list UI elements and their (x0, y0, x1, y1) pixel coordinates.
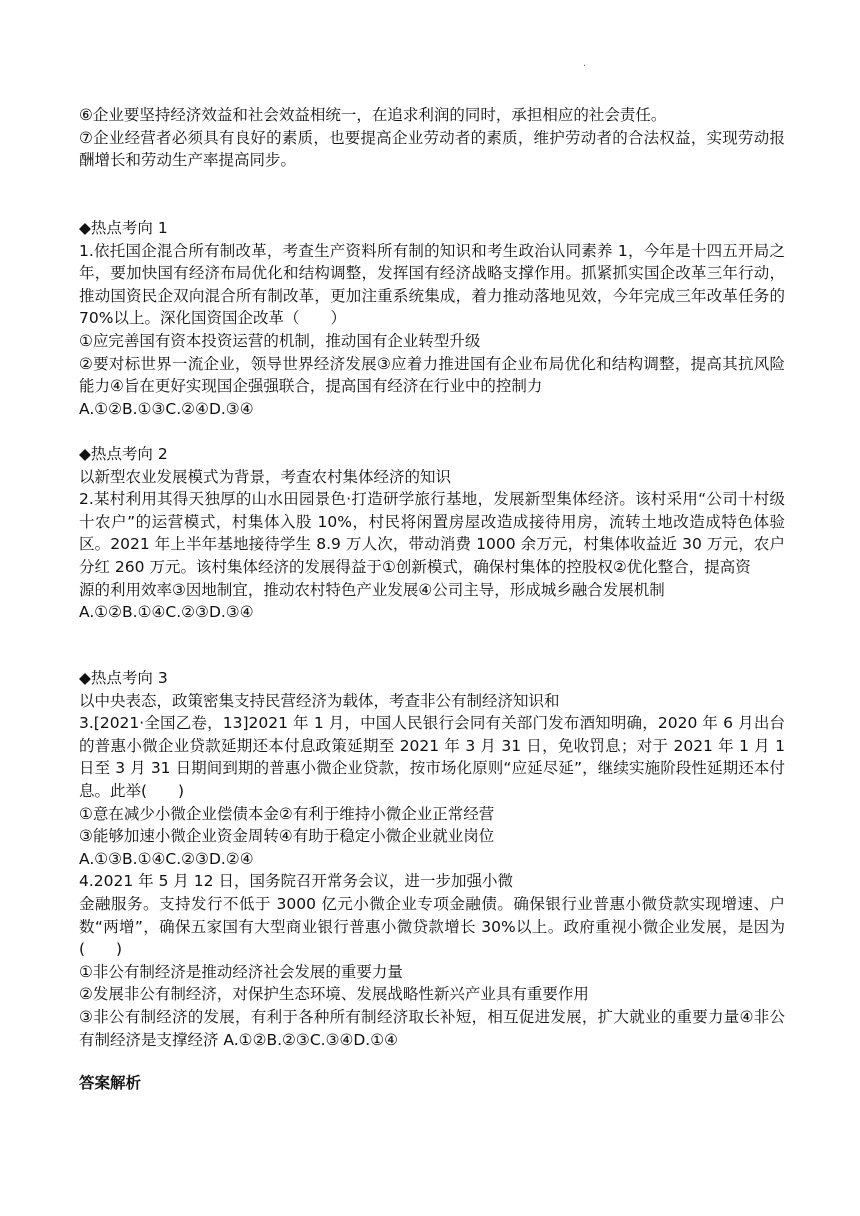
question-3-choices: A.①③B.①④C.②③D.②④ (79, 849, 254, 868)
question-2: 2.某村利用其得天独厚的山水田园景色·打造研学旅行基地，发展新型集体经济。该村采用“公司十村级十农户”的运营模式，村集体入股 10%，村民将闲置房屋改造成接待用房，流转土地改造成特色体验区。2021 年上半年基地接待学生 8.9 万人次，带动消费 1000 余万元，村集体收益近 30 万元，农户分红 260 万元。该村集体经济的发展得益于①创新模式，确保村集体的控股权②优化整合，提高资 (79, 490, 785, 576)
section-2 (79, 443, 785, 624)
question-4-option-2: ②发展非公有制经济，对保护生态环境、发展战略性新兴产业具有重要作用 (79, 985, 589, 1004)
section-2-subtitle: 以新型农业发展模式为背景，考查农村集体经济的知识 (79, 467, 452, 486)
question-4-option-1: ①非公有制经济是推动经济社会发展的重要力量 (79, 962, 403, 981)
intro-block (79, 104, 785, 172)
intro-line-7: ⑦企业经营者必须具有良好的素质，也要提高企业劳动者的素质，维护劳动者的合法权益，实现劳动报酬增长和劳动生产率提高同步。 (79, 128, 785, 170)
question-1-option-2: ②要对标世界一流企业，领导世界经济发展③应着力推进国有企业布局优化和结构调整，提高其抗风险能力④旨在更好实现国企强强联合，提高国有经济在行业中的控制力 (79, 354, 785, 396)
section-3-subtitle: 以中央表态，政策密集支持民营经济为载体，考查非公有制经济知识和 (79, 691, 560, 710)
question-4: 4.2021 年 5 月 12 日，国务院召开常务会议，进一步加强小微 (79, 872, 513, 891)
question-3-options-b: ③能够加速小微企业资金周转④有助于稳定小微企业就业岗位 (79, 827, 495, 846)
section-1-title: ◆热点考向 1 (79, 219, 168, 237)
answer-section (79, 1072, 785, 1095)
question-1-choices: A.①②B.①③C.②④D.③④ (79, 399, 254, 418)
section-3-title: ◆热点考向 3 (79, 669, 168, 687)
question-3-options-a: ①意在减少小微企业偿债本金②有利于维持小微企业正常经营 (79, 804, 495, 823)
question-4-continued: 金融服务。支持发行不低于 3000 亿元小微企业专项金融债。确保银行业普惠小微贷款实现增速、户数“两增”，确保五家国有大型商业银行普惠小微贷款增长 30%以上。政府重视小微企业发展，是因为 ( ) (79, 894, 801, 959)
question-2-choices: A.①②B.①④C.②③D.③④ (79, 603, 254, 622)
question-1: 1.依托国企混合所有制改革，考查生产资料所有制的知识和考生政治认同素养 1，今年是十四五开局之年，要加快国有经济布局优化和结构调整，发挥国有经济战略支撑作用。抓紧抓实国企改革三年行动，推动国资民企双向混合所有制改革，更加注重系统集成，着力推动落地见效，今年完成三年改革任务的 70%以上。深化国资国企改革（ ） (79, 241, 790, 328)
question-2-continued: 源的利用效率③因地制宜，推动农村特色产业发展④公司主导，形成城乡融合发展机制 (79, 580, 665, 599)
question-4-option-3: ③非公有制经济的发展，有利于各种所有制经济取长补短，相互促进发展，扩大就业的重要力量④非公有制经济是支撑经济 A.①②B.②③C.③④D.①④ (79, 1007, 785, 1049)
section-2-title: ◆热点考向 2 (79, 445, 168, 463)
question-1-option-1: ①应完善国有资本投资运营的机制，推动国有企业转型升级 (79, 331, 481, 350)
answer-heading: 答案解析 (79, 1074, 142, 1092)
section-1 (79, 217, 790, 420)
section-3 (79, 667, 801, 1051)
header-mark: · (583, 61, 587, 72)
intro-line-6: ⑥企业要坚持经济效益和社会效益相统一，在追求利润的同时，承担相应的社会责任。 (79, 106, 667, 124)
question-3: 3.[2021·全国乙卷，13]2021 年 1 月，中国人民银行会同有关部门发布酒知明确，2020 年 6 月出台的普惠小微企业贷款延期还本付息政策延期至 2021 年 3 月 31 日，免收罚息；对于 2021 年 1 月 1 日至 3 月 31 日期间到期的普惠小微企业贷款，按市场化原则“应延尽延”，继续实施阶段性延期还本付息。此举( ) (79, 714, 790, 800)
